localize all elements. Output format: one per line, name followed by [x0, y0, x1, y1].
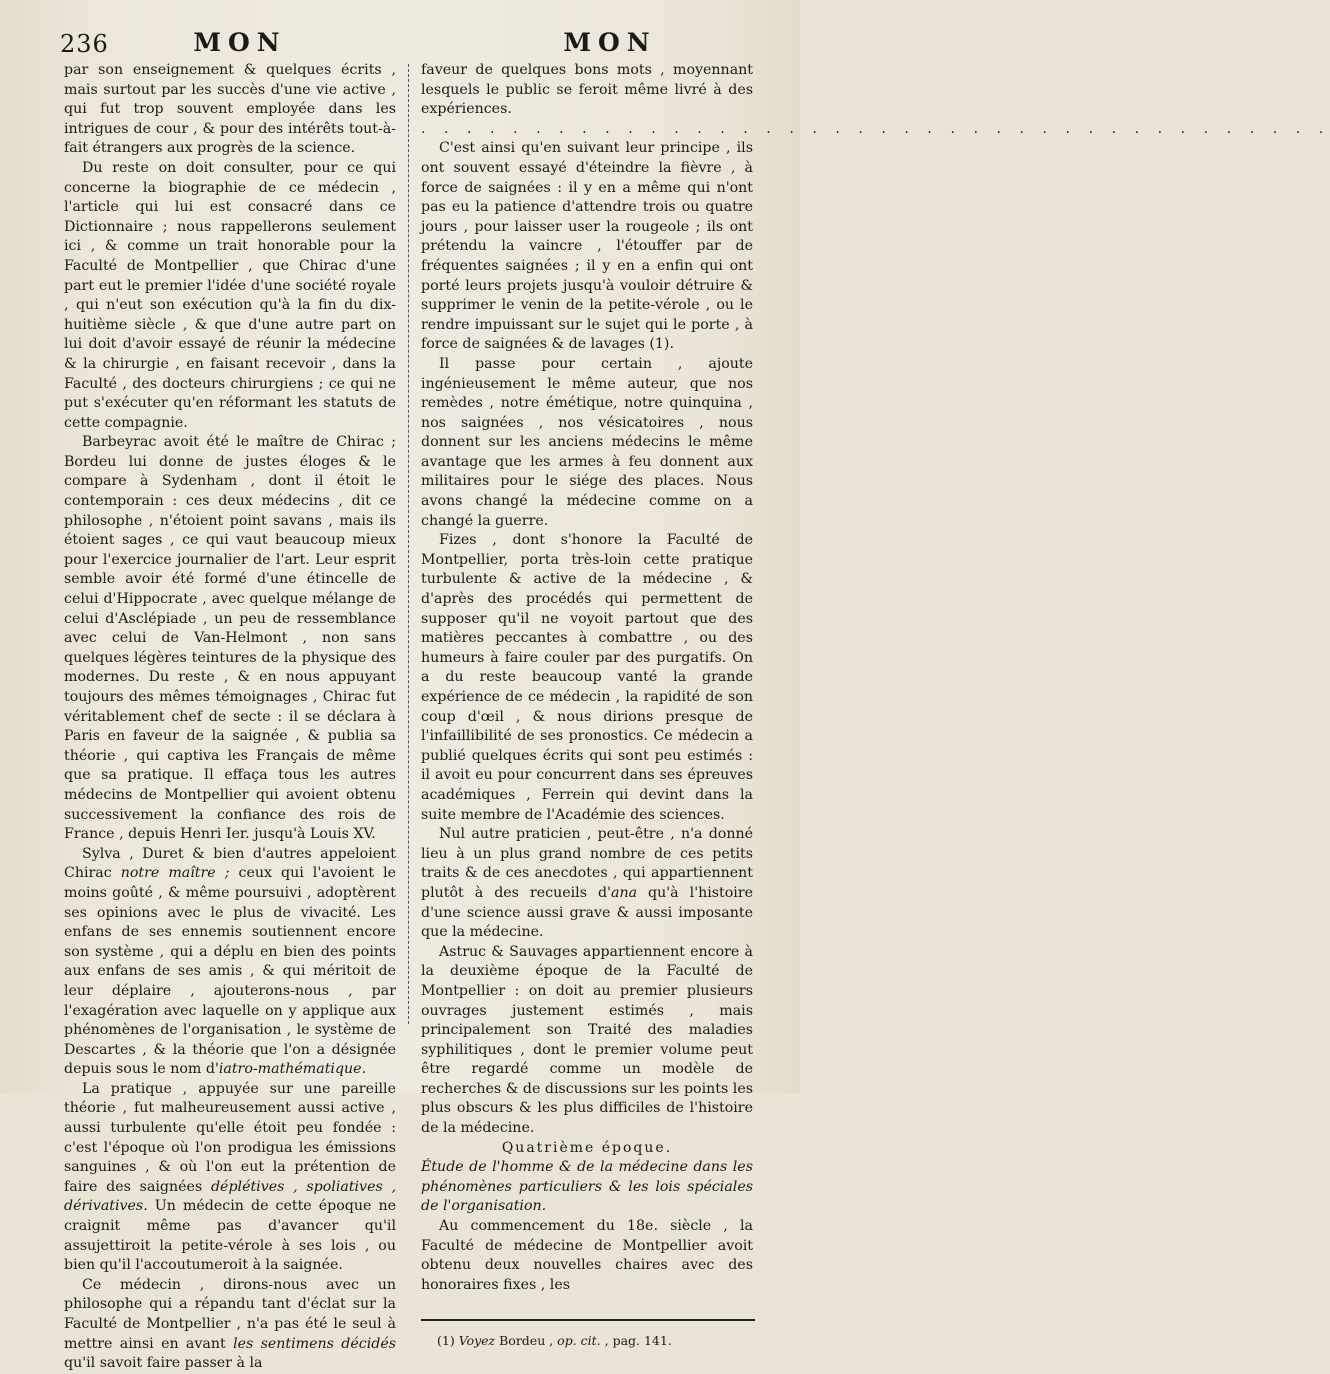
- paragraph: Il passe pour certain , ajoute ingénieusement le même auteur, que nos remèdes , notre émétique, notre quinquina , nos saignées , nos vésicatoires , nous donnent sur les anciens médecins le même avantage que les armes à feu donnent aux militaires pour le siége des places. Nous avons changé la médecine comme on a changé la guerre.: [421, 355, 753, 529]
- paragraph: [64, 845, 396, 1080]
- paragraph: Fizes , dont s'honore la Faculté de Montpellier, porta très-loin cette pratique turbulente & active de la médecine , & d'après des procédés qui permettent de supposer qu'il ne voyoit partout que des matières peccantes à combattre , ou des humeurs à faire couler par des purgatifs. On a du reste beaucoup vanté la grande expérience de ce médecin , la rapidité de son coup d'œil , & nous dirions presque de l'infaillibilité de ses pronostics. Ce médecin a publié quelques écrits qui sont peu estimés : il avoit eu pour concurrent dans ses épreuves académiques , Ferrein qui devint dans la suite membre de l'Académie des sciences.: [421, 532, 753, 823]
- italic-run: les sentimens décidés: [233, 1335, 396, 1352]
- text-run: qu'à l'histoire d'une science aussi grave & aussi imposante que la médecine.: [421, 884, 754, 941]
- ellipsis-line: . . . . . . . . . . . . . . . . . . . . . . . . . . . . . . . . . . . . . . . .: [421, 120, 1330, 137]
- footnote-rule: [421, 1319, 755, 1321]
- paragraph: Du reste on doit consulter, pour ce qui concerne la biographie de ce médecin , l'article qui lui est consacré dans ce Dictionnaire ; nous rappellerons seulement ici , & comme un trait honorable pour la Faculté de Montpellier , que Chirac d'une part eut le premier l'idée d'une société royale , qui n'eut son exécution qu'à la fin du dix-huitième siècle , & que d'une autre part on lui doit d'avoir essayé de réunir la médecine & la chirurgie , en faisant recevoir , dans la Faculté , des docteurs chirurgiens ; ce qui ne put s'exécuter qu'en réformant les statuts de cette compagnie.: [64, 159, 396, 431]
- paragraph: Barbeyrac avoit été le maître de Chirac ; Bordeu lui donne de justes éloges & le compare à Sydenham , dont il étoit le contemporain : ces deux médecins , dit ce philosophe , n'étoient point savans , mais ils étoient sages , ce qui vaut beaucoup mieux pour l'exercice journalier de l'art. Leur esprit semble avoir été formé d'une étincelle de celui d'Hippocrate , avec quelque mélange de celui d'Asclépiade , un peu de ressemblance avec celui de Van-Helmont , non sans quelques légères teintures de la physique des modernes. Du reste , & en nous appuyant toujours des mêmes témoignages , Chirac fut véritablement chef de secte : il se déclara à Paris en faveur de la saignée , & publia sa théorie , qui captiva les Français de même que sa pratique. Il effaça tous les autres médecins de Montpellier qui avoient obtenu successivement la confiance des rois de France , depuis Henri Ier. jusqu'à Louis XV.: [64, 434, 396, 843]
- text-run: Un médecin de cette époque ne craignit même pas d'avancer qu'il assujettiroit la petite-vérole à ses lois , ou bien qu'il l'accoutumeroit à la saignée.: [64, 1198, 396, 1274]
- text-run: Ce médecin , dirons-nous avec un philosophe qui a répandu tant d'éclat sur la Faculté de Montpellier , n'a pas été le seul à mettre ainsi en avant: [64, 1276, 396, 1352]
- page-number: 236: [60, 30, 109, 58]
- footnote: [421, 1331, 753, 1351]
- italic-run: déplétives , spoliatives , dérivatives.: [64, 1178, 396, 1215]
- paragraph: faveur de quelques bons mots , moyennant lesquels le public se feroit même livré à des expériences.: [421, 62, 753, 118]
- italic-run: op. cit.: [557, 1333, 601, 1349]
- text-run: , pag. 141.: [600, 1333, 672, 1349]
- paragraph: C'est ainsi qu'en suivant leur principe , ils ont souvent essayé d'éteindre la fièvre , à force de saignées : il y en a même qui n'ont pas eu la patience d'attendre trois ou quatre jours , pour laisser user la rougeole ; ils ont prétendu la vaincre , l'étouffer par de fréquentes saignées ; il y en a enfin qui ont porté leurs projets jusqu'à vouloir détruire & supprimer le venin de la petite-vérole , ou le rendre impuissant sur le sujet qui le porte , à force de saignées & de lavages (1).: [421, 140, 753, 353]
- paragraph: [64, 1276, 396, 1374]
- paragraph: par son enseignement & quelques écrits , mais surtout par les succès d'une vie active , qui fut trop souvent employée dans les intrigues de cour , & pour des intérêts tout-à-fait étrangers aux progrès de la science.: [64, 62, 396, 157]
- paragraph: Au commencement du 18e. siècle , la Faculté de médecine de Montpellier avoit obtenu deux nouvelles chaires avec des honoraires fixes , les: [421, 1218, 753, 1293]
- text-run: Nul autre praticien , peut-être , n'a donné lieu à un plus grand nombre de ces petits traits & de ces anecdotes , qui appartiennent plutôt à des recueils d': [421, 826, 753, 901]
- left-column: [64, 61, 396, 1374]
- column-divider: [408, 64, 409, 1024]
- text-run: qu'il savoit faire passer à la: [64, 1355, 263, 1372]
- text-run: La pratique , appuyée sur une pareille théorie , fut malheureusement aussi active , aussi turbulente qu'elle étoit peu fondée : c'est l'époque où l'on prodigua les émissions sanguines , & où l'on eut la prétention de faire des saignées: [64, 1080, 396, 1195]
- running-head-right: MON: [563, 28, 657, 57]
- text-run: Bordeu ,: [495, 1333, 558, 1349]
- section-subtitle: Étude de l'homme & de la médecine dans les phénomènes particuliers & les lois spéciales de l'organisation.: [421, 1159, 753, 1215]
- running-head-left: MON: [193, 28, 287, 57]
- right-column: [421, 61, 1330, 1351]
- paragraph: Astruc & Sauvages appartiennent encore à la deuxième époque de la Faculté de Montpellier : on doit au premier plusieurs ouvrages justement estimés , mais principalement son Traité des maladies syphilitiques , dont le premier volume peut être regardé comme un modèle de recherches & de discussions sur les points les plus obscurs & les plus difficiles de l'histoire de la médecine.: [421, 943, 753, 1137]
- italic-run: iatro-mathématique.: [218, 1061, 367, 1078]
- italic-run: Voyez: [458, 1333, 496, 1349]
- italic-run: notre maître ;: [120, 865, 230, 882]
- paragraph: [64, 1080, 396, 1276]
- text-run: ceux qui l'avoient le moins goûté , & même poursuivi , adoptèrent ses opinions avec le plus de vivacité. Les enfans de ses ennemis soutiennent encore son système , qui a déplu en bien des points aux enfans de ses amis , & qui méritoit de leur déplaire , ajouterons-nous , par l'exagération avec laquelle on y applique aux phénomènes de l'organisation , le système de Descartes , & la théorie que l'on a désignée depuis sous le nom d': [64, 865, 397, 1078]
- section-heading: Quatrième époque.: [501, 1139, 673, 1156]
- paragraph: [421, 825, 753, 943]
- text-run: Sylva , Duret & bien d'autres appeloient Chirac: [64, 845, 396, 882]
- text-run: (1): [437, 1333, 459, 1349]
- italic-run: ana: [610, 884, 638, 901]
